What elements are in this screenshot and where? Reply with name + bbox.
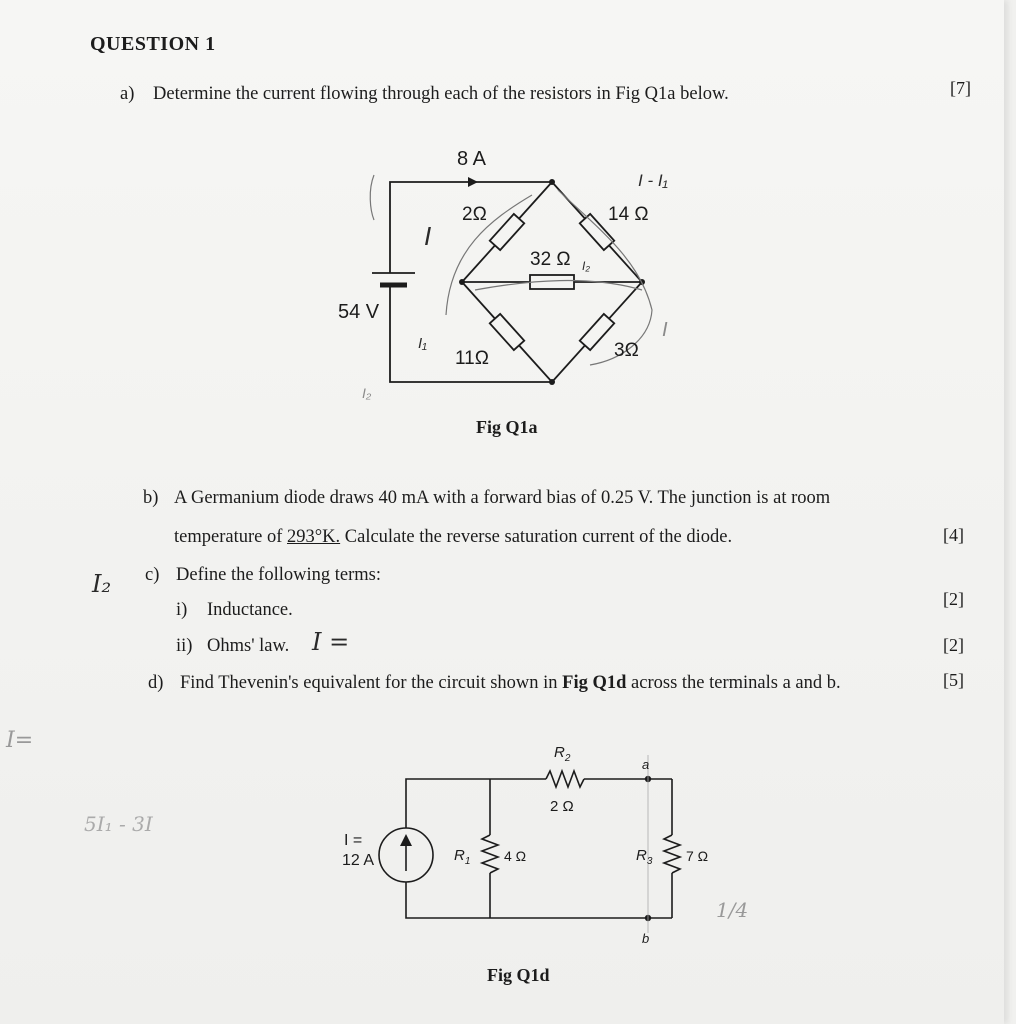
label-14ohm: 14 Ω [608,204,649,225]
hand-margin-eq: 5I₁ - 3I [84,812,153,836]
part-c-i-marks: [2] [943,589,964,609]
part-b-line2 [174,527,732,548]
part-d-label: d) [148,673,164,693]
part-c-ii-marks: [2] [943,635,964,655]
resistor-r2 [546,771,584,787]
hand-bottom-note: 1/4 [716,898,749,922]
hand-i2-mid: I₂ [582,259,590,273]
part-d-post: across the terminals a and b. [626,673,841,693]
terminal-b-label: b [642,931,650,946]
r2-name: $R_2$ [554,744,571,764]
question-title: QUESTION 1 [90,33,216,55]
hand-ohms-note: I = [312,628,350,656]
fig-q1a-circuit [300,140,720,410]
part-b-marks: [4] [943,525,964,545]
fig-q1d-caption: Fig Q1d [487,965,550,985]
part-d-text [180,673,841,694]
r1-name: $R_1$ [454,847,471,867]
label-11ohm: 11Ω [455,348,489,369]
terminal-a-label: a [642,757,650,772]
hand-i-top: I [424,221,432,251]
part-a-marks: [7] [950,78,971,98]
hand-i2-left: I₂ [362,385,372,401]
r3-value: 7 Ω [686,848,709,864]
pencil-mark-left [370,175,374,220]
resistor-r3 [664,835,680,873]
wire-bottom [390,310,552,382]
label-3ohm: 3Ω [614,340,639,361]
part-d-pre: Find Thevenin's equivalent for the circuit shown in [180,673,563,693]
part-c-i-label: i) [176,600,188,620]
part-c-ii-label: ii) [176,636,193,656]
hand-margin-i2: I₂ [92,570,112,598]
resistor-2ohm [490,214,524,250]
r1-value: 4 Ω [504,848,527,864]
hand-i-right: I [662,319,668,341]
r3-name: $R_3$ [636,847,653,867]
pencil-curve-left [446,195,532,315]
part-c-text: Define the following terms: [176,565,381,585]
part-d-fig-ref: Fig Q1d [562,673,627,693]
hand-i-minus-i1: I - I₁ [638,171,668,190]
part-c-i-text: Inductance. [207,600,293,620]
label-8a: 8 A [457,148,486,170]
hand-margin-note: I= [6,728,34,753]
resistor-3ohm [580,314,614,350]
node-bottom [549,379,555,385]
resistor-r1 [482,835,498,873]
label-32ohm: 32 Ω [530,249,571,270]
part-a-label: a) [120,84,135,104]
part-b-line2-pre: temperature of [174,527,287,547]
node-left [459,279,465,285]
current-arrow [468,177,478,187]
part-c-ii-text: Ohms' law. [207,636,290,656]
part-b-line2-post: Calculate the reverse saturation current of the diode. [340,527,733,547]
part-b-temperature: 293°K. [287,527,341,547]
part-c-label: c) [145,565,160,585]
hand-i1: I₁ [418,335,427,352]
part-d-marks: [5] [943,670,964,690]
part-b-label: b) [143,488,159,508]
label-54v: 54 V [338,301,380,323]
node-top [549,179,555,185]
fig-q1d-circuit [330,735,750,950]
r2-value: 2 Ω [550,798,574,815]
resistor-11ohm [490,314,524,350]
source-label-value: 12 A [342,852,375,869]
current-source-arrow [400,834,412,846]
source-label-i: I = [344,832,363,849]
part-b-line1: A Germanium diode draws 40 mA with a forward bias of 0.25 V. The junction is at room [174,488,831,508]
label-2ohm: 2Ω [462,204,487,225]
fig-q1a-caption: Fig Q1a [476,417,538,437]
part-a-text: Determine the current flowing through each of the resistors in Fig Q1a below. [153,84,729,104]
